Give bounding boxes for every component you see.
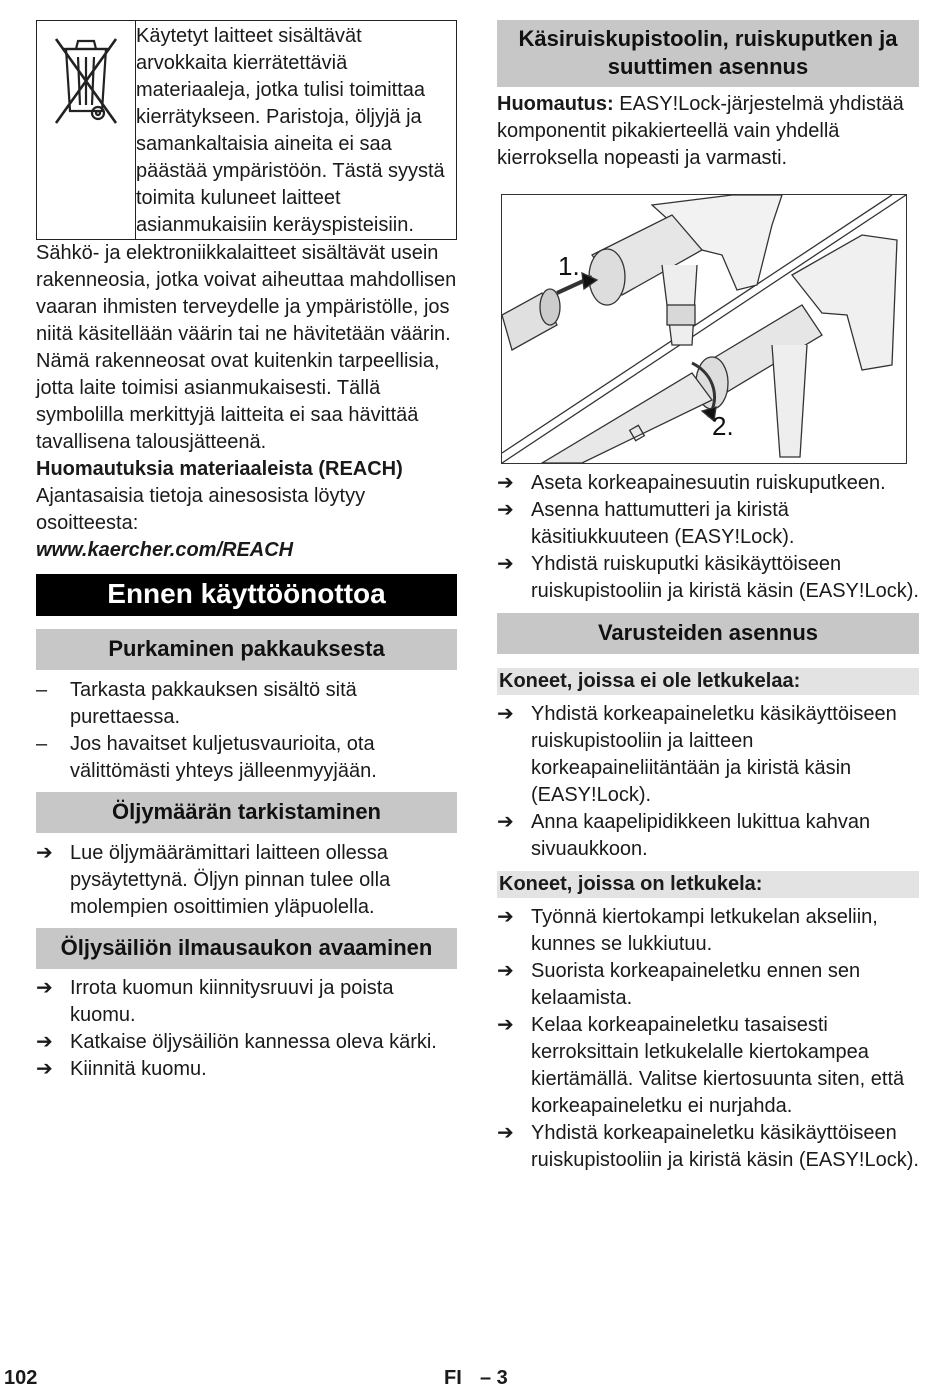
page-number: 102: [4, 1367, 38, 1389]
note-text: EASY!Lock-järjestelmä yhdistää komponentit pikakierteellä vain yhdellä kierroksella nopeasti ja varmasti.: [497, 93, 904, 169]
electronics-text: Sähkö- ja elektroniikkalaitteet sisältävät usein rakenneosia, jotka voivat aiheuttaa mahdollisen vaaran ihmisten terveydelle ja ympäristölle, jos niitä käsitellään väärin tai ne hävitetään väärin. Nämä rakenneosat ovat kuitenkin tarpeellisia, jotta laite toimisi asianmukaisesti. Tällä symbolilla merkittyjä laitteita ei saa hävittää tavallisena talousjätteenä.: [36, 242, 457, 453]
list-item: ➔ Irrota kuomun kiinnitysruuvi ja poista kuomu.: [36, 977, 394, 1026]
list-item: – Jos havaitset kuljetusvaurioita, ota välittömästi yhteys jälleenmyyjään.: [36, 733, 377, 782]
language-code: FI: [444, 1367, 462, 1389]
list-item: ➔ Aseta korkeapainesuutin ruiskuputkeen.: [497, 470, 919, 497]
list-item: ➔ Suorista korkeapaineletku ennen sen kelaamista.: [497, 960, 861, 1009]
list-item: ➔ Asenna hattumutteri ja kiristä käsitiukkuuteen (EASY!Lock).: [497, 499, 795, 548]
reel-list: [497, 904, 919, 1174]
chapter-title: Ennen käyttöönottoa: [36, 574, 457, 616]
arrow-icon: ➔: [36, 1031, 53, 1053]
list-item: – Tarkasta pakkauksen sisältö sitä purettaessa.: [36, 679, 357, 728]
left-column: [36, 20, 457, 1083]
unpacking-list: [36, 677, 457, 785]
oil-check-list: [36, 840, 457, 921]
arrow-icon: ➔: [497, 1014, 514, 1036]
gun-assembly-list: [497, 470, 919, 605]
note-label: Huomautus:: [497, 93, 614, 115]
heading-oil-vent: Öljysäiliön ilmausaukon avaaminen: [36, 928, 457, 969]
arrow-icon: ➔: [497, 906, 514, 928]
arrow-icon: ➔: [36, 977, 53, 999]
arrow-icon: ➔: [497, 553, 514, 575]
arrow-icon: ➔: [497, 499, 514, 521]
step-2-label: 2.: [712, 411, 734, 441]
list-item: ➔ Yhdistä korkeapaineletku käsikäyttöiseen ruiskupistooliin ja laitteen korkeapaineliitäntään ja kiristä käsin (EASY!Lock).: [497, 703, 897, 806]
easylock-note: [497, 91, 919, 172]
arrow-icon: ➔: [497, 1122, 514, 1144]
arrow-icon: ➔: [36, 842, 53, 864]
arrow-icon: ➔: [497, 811, 514, 833]
step-1-label: 1.: [558, 251, 580, 281]
reach-text: Ajantasaisia tietoja ainesosista löytyy osoitteesta:: [36, 485, 366, 534]
list-item: ➔ Yhdistä korkeapaineletku käsikäyttöiseen ruiskupistooliin ja kiristä käsin (EASY!Lock).: [497, 1122, 919, 1171]
list-item: ➔ Katkaise öljysäiliön kannessa oleva kärki.: [36, 1029, 457, 1056]
no-reel-list: [497, 701, 919, 863]
arrow-icon: ➔: [497, 472, 514, 494]
list-item: ➔ Lue öljymäärämittari laitteen ollessa pysäytettynä. Öljyn pinnan tulee olla molempien osoittimien yläpuolella.: [36, 842, 391, 918]
dash-marker: –: [36, 679, 48, 701]
heading-oil-check: Öljymäärän tarkistaminen: [36, 792, 457, 833]
arrow-icon: ➔: [497, 703, 514, 725]
list-item: ➔ Yhdistä ruiskuputki käsikäyttöiseen ruiskupistooliin ja kiristä käsin (EASY!Lock).: [497, 553, 919, 602]
crossed-bin-icon: [37, 21, 136, 239]
weee-text: Käytetyt laitteet sisältävät arvokkaita kierrätettäviä materiaaleja, jotka tulisi toimittaa kierrätykseen. Paristoja, öljyjä ja samankaltaisia aineita ei saa päästää ympäristöön. Tästä syystä toimita kuluneet laitteet asianmukaisiin keräyspisteisiin.: [136, 25, 445, 236]
heading-no-reel: Koneet, joissa ei ole letkukelaa:: [497, 668, 919, 695]
heading-unpacking: Purkaminen pakkauksesta: [36, 629, 457, 670]
weee-notice-box: [36, 20, 457, 240]
section-page: – 3: [480, 1367, 508, 1389]
oil-vent-list: [36, 975, 457, 1083]
list-item: ➔ Työnnä kiertokampi letkukelan akseliin, kunnes se lukkiutuu.: [497, 906, 878, 955]
right-column: [497, 20, 919, 1174]
list-item: ➔ Kiinnitä kuomu.: [36, 1056, 457, 1083]
heading-accessories: Varusteiden asennus: [497, 613, 919, 654]
reach-link[interactable]: www.kaercher.com/REACH: [36, 539, 294, 561]
arrow-icon: ➔: [36, 1058, 53, 1080]
reach-heading: Huomautuksia materiaaleista (REACH): [36, 458, 403, 480]
heading-reel: Koneet, joissa on letkukela:: [497, 871, 919, 898]
list-item: ➔ Kelaa korkeapaineletku tasaisesti kerroksittain letkukelalle kiertokampea kiertämällä. Valitse kiertosuunta siten, että korkeapaineletku ei nurjahda.: [497, 1014, 905, 1117]
dash-marker: –: [36, 733, 48, 755]
assembly-illustration: [501, 194, 907, 464]
arrow-icon: ➔: [497, 960, 514, 982]
heading-gun-assembly: Käsiruiskupistoolin, ruiskuputken ja suuttimen asennus: [497, 20, 919, 87]
list-item: ➔ Anna kaapelipidikkeen lukittua kahvan sivuaukkoon.: [497, 811, 871, 860]
